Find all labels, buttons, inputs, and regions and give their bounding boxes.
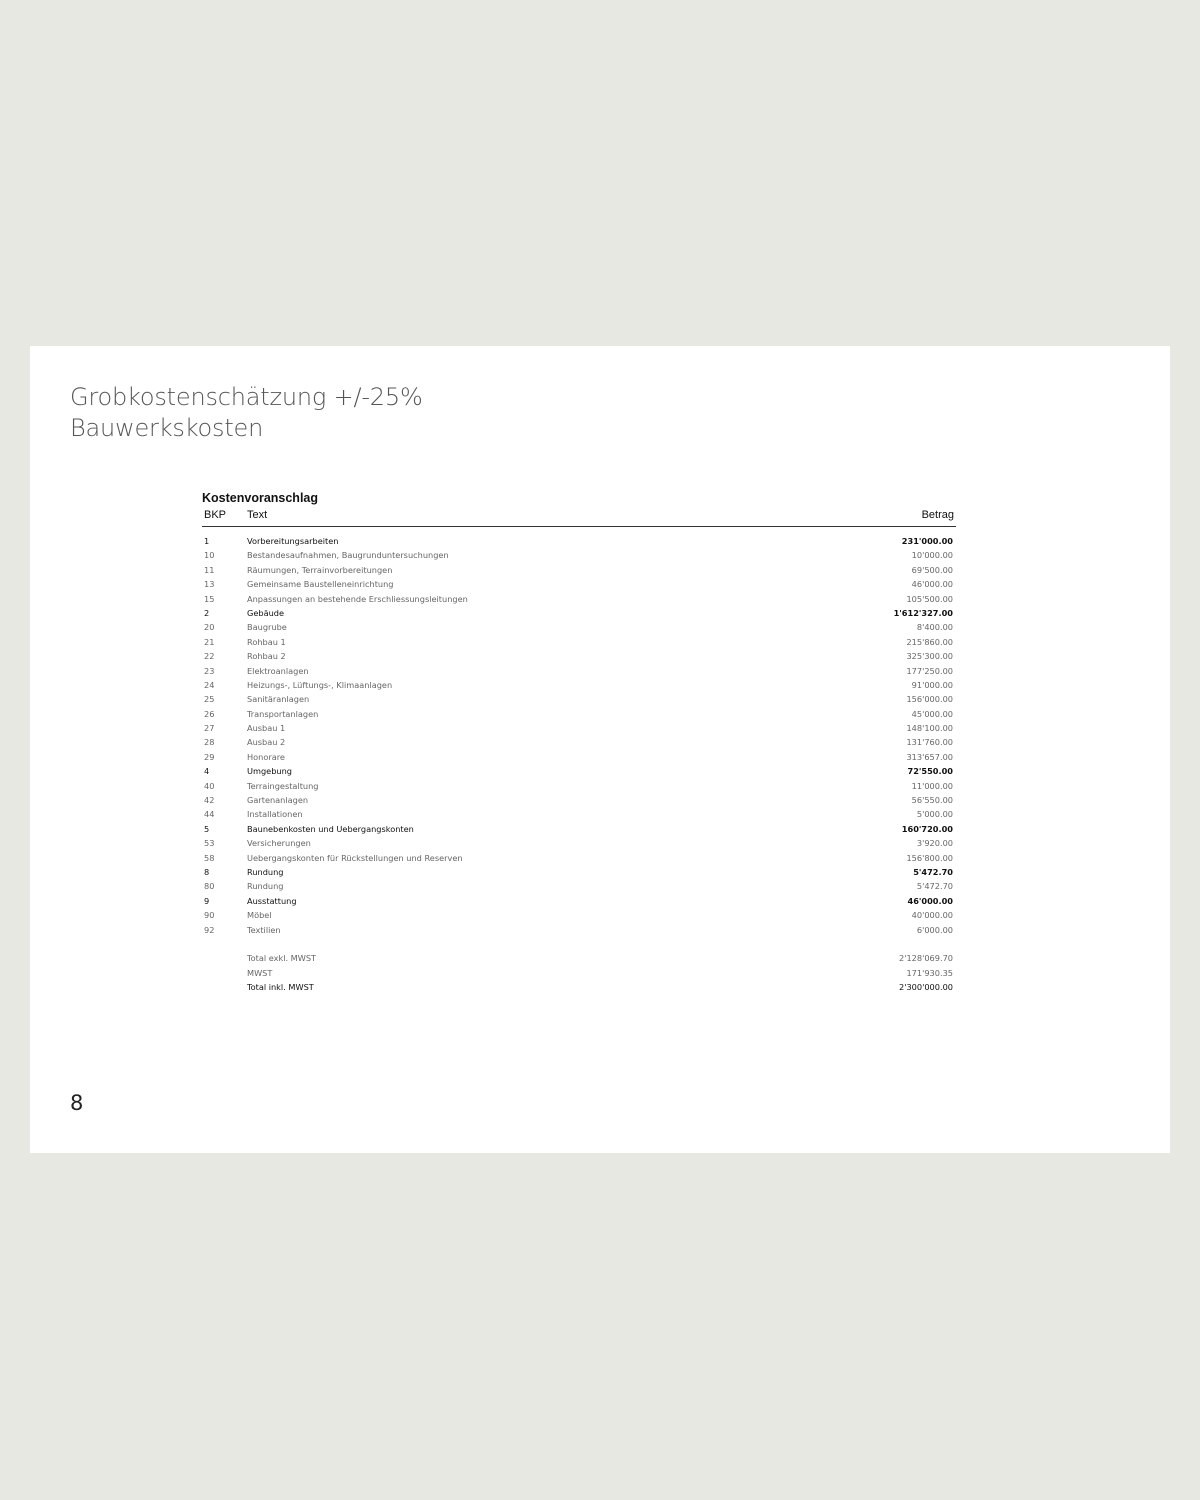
row-text: Rundung: [247, 866, 284, 877]
row-text: Baunebenkosten und Uebergangskonten: [247, 823, 414, 834]
title-line-2: Bauwerkskosten: [70, 414, 264, 442]
row-amount: 5'000.00: [916, 809, 953, 820]
row-bkp: 22: [204, 651, 215, 662]
row-bkp: 23: [204, 665, 215, 676]
row-bkp: 15: [204, 593, 215, 604]
row-amount: 10'000.00: [911, 550, 953, 561]
row-amount: 148'100.00: [906, 723, 953, 734]
cost-table: [202, 490, 956, 995]
row-text: Ausbau 2: [247, 737, 286, 748]
document-page: [30, 346, 1170, 1153]
row-amount: 46'000.00: [911, 579, 953, 590]
row-bkp: 8: [204, 866, 210, 877]
row-amount: 6'000.00: [916, 924, 953, 935]
row-amount: 1'612'327.00: [893, 607, 953, 618]
table-body: [202, 534, 956, 937]
table-row: [202, 592, 956, 606]
title-line-1: Grobkostenschätzung +/-25%: [70, 383, 423, 411]
row-amount: 46'000.00: [907, 895, 953, 906]
total-excl-label: Total exkl. MWST: [247, 953, 317, 964]
table-row: [202, 851, 956, 865]
row-bkp: 27: [204, 723, 215, 734]
column-header-amount: Betrag: [921, 509, 954, 521]
row-text: Uebergangskonten für Rückstellungen und Reserven: [247, 852, 463, 863]
table-header-row: [202, 507, 956, 527]
row-amount: 69'500.00: [911, 564, 953, 575]
table-group-row: [202, 534, 956, 548]
table-group-row: [202, 822, 956, 836]
row-text: Ausbau 1: [247, 723, 286, 734]
row-amount: 40'000.00: [911, 910, 953, 921]
table-group-row: [202, 894, 956, 908]
row-text: Rohbau 2: [247, 651, 286, 662]
page-number: 8: [70, 1091, 84, 1115]
row-text: Anpassungen an bestehende Erschliessungsleitungen: [247, 593, 468, 604]
row-text: Terraingestaltung: [247, 780, 319, 791]
row-bkp: 4: [204, 766, 210, 777]
table-row: [202, 793, 956, 807]
row-text: Gebäude: [247, 607, 285, 618]
row-bkp: 24: [204, 679, 215, 690]
total-excl-amount: 2'128'069.70: [899, 953, 953, 964]
total-incl-amount: 2'300'000.00: [899, 982, 953, 993]
row-bkp: 44: [204, 809, 215, 820]
table-row: [202, 923, 956, 937]
row-amount: 325'300.00: [906, 651, 953, 662]
row-amount: 3'920.00: [916, 838, 953, 849]
row-bkp: 11: [204, 564, 215, 575]
row-text: Vorbereitungsarbeiten: [247, 536, 339, 546]
row-bkp: 29: [204, 751, 215, 762]
table-row: [202, 548, 956, 562]
row-amount: 156'800.00: [906, 852, 953, 863]
row-amount: 45'000.00: [911, 708, 953, 719]
row-amount: 72'550.00: [907, 766, 953, 777]
table-group-row: [202, 865, 956, 879]
table-row: [202, 908, 956, 922]
row-text: Gartenanlagen: [247, 795, 309, 806]
table-group-row: [202, 606, 956, 620]
row-amount: 177'250.00: [906, 665, 953, 676]
row-bkp: 28: [204, 737, 215, 748]
table-row: [202, 649, 956, 663]
row-bkp: 90: [204, 910, 215, 921]
column-header-bkp: BKP: [204, 509, 227, 521]
row-bkp: 25: [204, 694, 215, 705]
row-text: Rohbau 1: [247, 636, 286, 647]
row-bkp: 2: [204, 607, 210, 618]
row-amount: 8'400.00: [916, 622, 953, 633]
row-bkp: 20: [204, 622, 215, 633]
row-bkp: 26: [204, 708, 215, 719]
row-bkp: 1: [204, 536, 210, 546]
row-amount: 131'760.00: [906, 737, 953, 748]
row-amount: 5'472.70: [913, 866, 953, 877]
total-excl-row: [202, 951, 956, 965]
row-bkp: 53: [204, 838, 215, 849]
row-text: Baugrube: [247, 622, 287, 633]
row-text: Möbel: [247, 910, 272, 921]
table-group-row: [202, 764, 956, 778]
table-row: [202, 707, 956, 721]
row-amount: 160'720.00: [901, 823, 953, 834]
mwst-amount: 171'930.35: [906, 967, 953, 978]
total-incl-label: Total inkl. MWST: [247, 982, 314, 993]
table-row: [202, 664, 956, 678]
table-row: [202, 577, 956, 591]
row-bkp: 9: [204, 895, 210, 906]
row-text: Ausstattung: [247, 895, 297, 906]
table-row: [202, 563, 956, 577]
row-text: Räumungen, Terrainvorbereitungen: [247, 564, 393, 575]
row-text: Gemeinsame Baustelleneinrichtung: [247, 579, 394, 590]
row-bkp: 42: [204, 795, 215, 806]
table-totals: [202, 951, 956, 994]
row-amount: 5'472.70: [916, 881, 953, 892]
table-row: [202, 750, 956, 764]
table-row: [202, 678, 956, 692]
row-bkp: 13: [204, 579, 215, 590]
table-row: [202, 692, 956, 706]
row-text: Versicherungen: [247, 838, 311, 849]
row-amount: 313'657.00: [906, 751, 953, 762]
row-bkp: 92: [204, 924, 215, 935]
row-bkp: 5: [204, 823, 210, 834]
table-row: [202, 721, 956, 735]
row-amount: 215'860.00: [906, 636, 953, 647]
row-text: Textilien: [247, 924, 281, 935]
row-text: Elektroanlagen: [247, 665, 309, 676]
row-amount: 105'500.00: [906, 593, 953, 604]
table-row: [202, 635, 956, 649]
row-text: Transportanlagen: [247, 708, 319, 719]
table-row: [202, 779, 956, 793]
row-text: Installationen: [247, 809, 303, 820]
row-bkp: 21: [204, 636, 215, 647]
mwst-label: MWST: [247, 967, 273, 978]
row-text: Sanitäranlagen: [247, 694, 310, 705]
total-incl-row: [202, 980, 956, 994]
column-header-text: Text: [247, 509, 268, 521]
table-heading: Kostenvoranschlag: [202, 491, 319, 505]
table-row: [202, 836, 956, 850]
row-bkp: 40: [204, 780, 215, 791]
row-text: Heizungs-, Lüftungs-, Klimaanlagen: [247, 679, 393, 690]
page-title: [70, 382, 423, 444]
row-text: Umgebung: [247, 766, 292, 777]
row-bkp: 58: [204, 852, 215, 863]
table-row: [202, 620, 956, 634]
row-text: Honorare: [247, 751, 285, 762]
row-amount: 231'000.00: [901, 536, 953, 546]
row-amount: 156'000.00: [906, 694, 953, 705]
row-amount: 56'550.00: [911, 795, 953, 806]
row-text: Rundung: [247, 881, 284, 892]
row-bkp: 10: [204, 550, 215, 561]
row-text: Bestandesaufnahmen, Baugrunduntersuchungen: [247, 550, 449, 561]
row-bkp: 80: [204, 881, 215, 892]
mwst-row: [202, 966, 956, 980]
row-amount: 91'000.00: [911, 679, 953, 690]
table-row: [202, 735, 956, 749]
table-row: [202, 807, 956, 821]
row-amount: 11'000.00: [911, 780, 953, 791]
table-row: [202, 879, 956, 893]
